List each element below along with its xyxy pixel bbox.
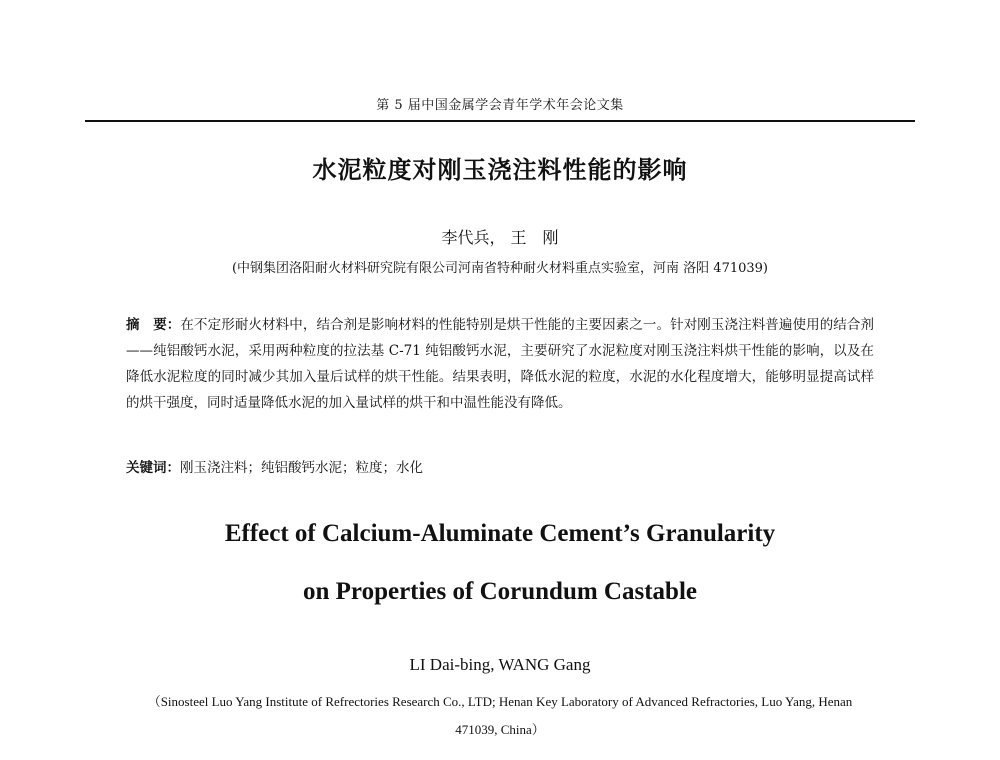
- abstract-text: 在不定形耐火材料中，结合剂是影响材料的性能特别是烘干性能的主要因素之一。针对刚玉浇注料普遍使用的结合剂——纯铝酸钙水泥，采用两种粒度的拉法基 C-71 纯铝酸钙水泥，主要研究了水泥粒度对刚玉浇注料烘干性能的影响，以及在降低水泥粒度的同时减少其加入量后试样的烘干性能。结果表明，降低水泥的粒度，水泥的水化程度增大，能够明显提高试样的烘干强度，同时适量降低水泥的加入量试样的烘干和中温性能没有降低。: [126, 317, 875, 411]
- english-affiliation: （Sinosteel Luo Yang Institute of Refrectories Research Co., LTD; Henan Key Laboratory of Advanced Refractories, Luo Yang, Henan 471039, China）: [147, 694, 853, 737]
- chinese-title: 水泥粒度对刚玉浇注料性能的影响: [312, 156, 688, 184]
- chinese-authors: 李代兵， 王 刚: [441, 228, 559, 247]
- abstract-label: 摘 要：: [126, 317, 181, 333]
- english-authors: LI Dai-bing, WANG Gang: [409, 655, 591, 674]
- chinese-affiliation: (中钢集团洛阳耐火材料研究院有限公司河南省特种耐火材料重点实验室，河南 洛阳 471039): [231, 261, 769, 276]
- keywords-text: 刚玉浇注料；纯铝酸钙水泥；粒度；水化: [180, 460, 423, 476]
- english-title-line-2: on Properties of Corundum Castable: [303, 578, 697, 605]
- header-rule: [85, 120, 915, 122]
- english-title-line-1: Effect of Calcium-Aluminate Cement’s Granularity: [224, 520, 776, 547]
- chinese-keywords: [126, 456, 874, 476]
- chinese-abstract: [126, 312, 874, 416]
- keywords-label: 关键词：: [126, 460, 180, 476]
- running-header: 第 5 届中国金属学会青年学术年会论文集: [376, 98, 624, 113]
